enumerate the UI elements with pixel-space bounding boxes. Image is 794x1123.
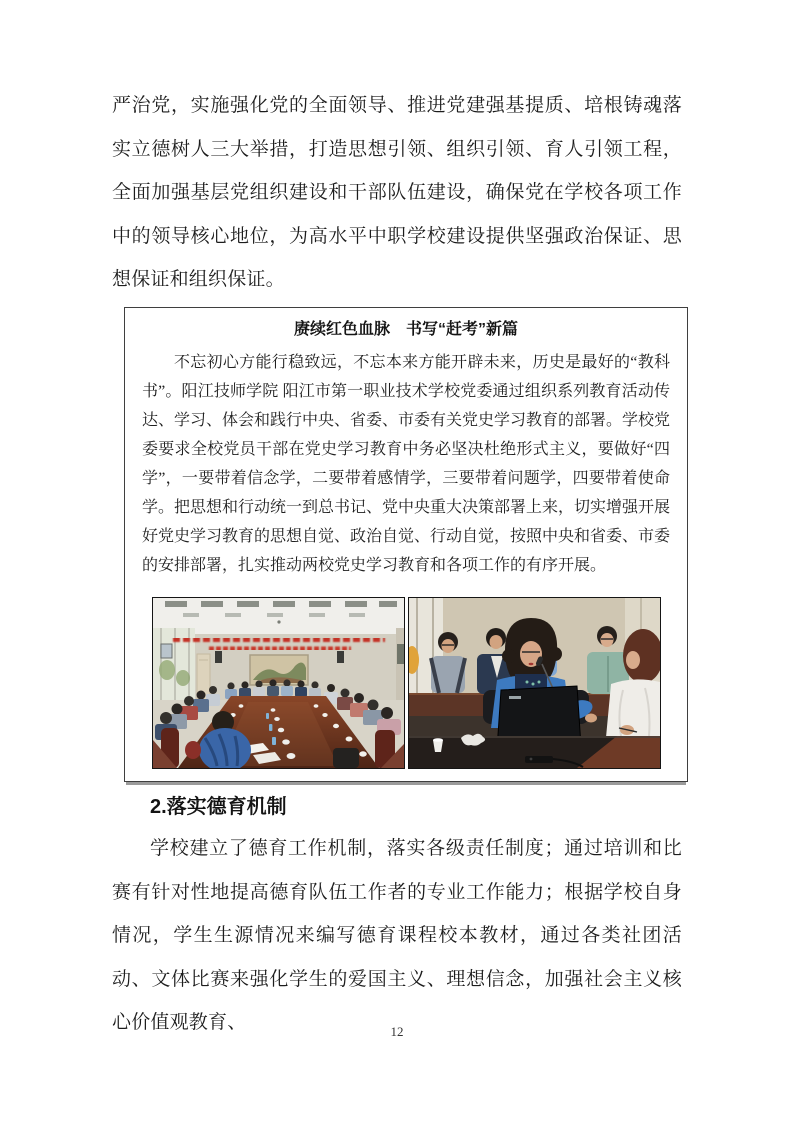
photo-meeting-room-wide (152, 597, 405, 769)
photo-speaker-closeup (408, 597, 661, 769)
speaker-closeup-illustration (409, 598, 660, 768)
section-heading-moral-education: 2.落实德育机制 (150, 796, 287, 818)
section-paragraph-moral-education: 学校建立了德育工作机制，落实各级责任制度；通过培训和比赛有针对性地提高德育队伍工作者的专业工作能力；根据学校自身情况，学生生源情况来编写德育课程校本教材，通过各类社团活动、文体比赛来强化学生的爱国主义、理想信念，加强社会主义核心价值观教育、 (112, 838, 682, 1033)
news-box-title: 赓续红色血脉 书写“赶考”新篇 (293, 321, 518, 338)
intro-paragraph: 严治党，实施强化党的全面领导、推进党建强基提质、培根铸魂落实立德树人三大举措，打造思想引领、组织引领、育人引领工程，全面加强基层党组织建设和干部队伍建设，确保党在学校各项工作中的领导核心地位，为高水平中职学校建设提供坚强政治保证、思想保证和组织保证。 (112, 95, 682, 290)
news-box-body: 不忘初心方能行稳致远，不忘本来方能开辟未来，历史是最好的“教科书”。阳江技师学院 阳江市第一职业技术学校党委通过组织系列教育活动传达、学习、体会和践行中央、省委、市委有关党史学习教育的部署。学校党委要求全校党员干部在党史学习教育中务必坚决杜绝形式主义，要做好“四学”，一要带着信念学，二要带着感情学，三要带着问题学，四要带着使命学。把思想和行动统一到总书记、党中央重大决策部署上来，切实增强开展好党史学习教育的思想自觉、政治自觉、行动自觉，按照中央和省委、市委的安排部署，扎实推动两校党史学习教育和各项工作的有序开展。 (142, 354, 671, 574)
news-box (124, 307, 688, 782)
meeting-room-illustration (153, 598, 404, 768)
page-number: 12 (390, 1024, 404, 1039)
